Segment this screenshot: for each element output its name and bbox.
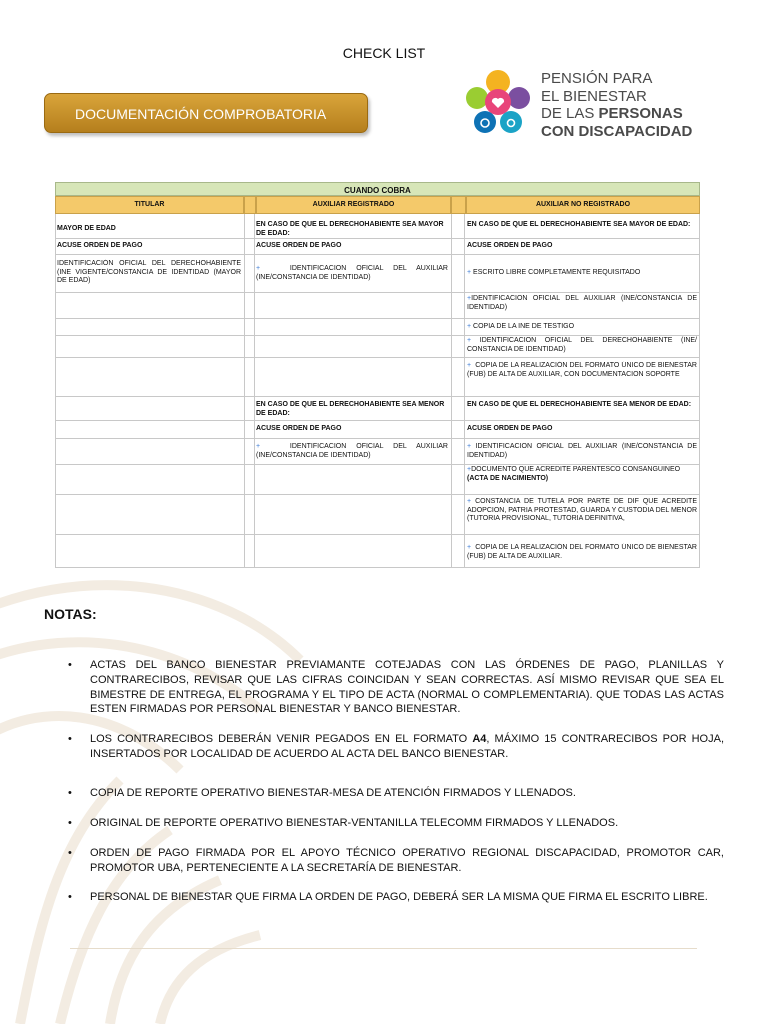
grid-line [55, 292, 700, 293]
logo-circle-left [466, 87, 488, 109]
logo-circle-bottom-left [474, 111, 496, 133]
acta-nacimiento: (ACTA DE NACIMIENTO) [467, 474, 549, 482]
titular-mayor-de-edad: MAYOR DE EDAD [57, 225, 116, 232]
bullet-icon: • [68, 659, 72, 671]
grid-line [55, 567, 700, 568]
no-registrado-adult-acuse: ACUSE ORDEN DE PAGO [467, 242, 553, 249]
column-header-spacer [451, 196, 466, 214]
grid-line [55, 254, 700, 255]
list-item [68, 816, 724, 831]
plus-icon: + [256, 265, 261, 272]
no-registrado-ine-testigo: + COPIA DE LA INE DE TESTIGO [467, 323, 575, 330]
column-header-auxiliar-registrado: AUXILIAR REGISTRADO [256, 196, 451, 214]
checklist-table [55, 182, 700, 568]
list-item [68, 786, 724, 801]
titular-acuse-orden-pago: ACUSE ORDEN DE PAGO [57, 242, 143, 249]
plus-icon: + [467, 323, 472, 330]
logo-circle-right [508, 87, 530, 109]
note-text: LOS CONTRARECIBOS DEBERÁN VENIR PEGADOS EN EL FORMATO A4, MÁXIMO 15 CONTRARECIBOS POR HOJA, INSERTADOS POR LOCALIDAD DE ACUERDO AL ACTA DEL BANCO BIENESTAR. [90, 733, 725, 760]
list-item [68, 732, 724, 762]
note-text: ORIGINAL DE REPORTE OPERATIVO BIENESTAR-VENTANILLA TELECOMM FIRMADOS Y LLENADOS. [90, 817, 619, 829]
plus-icon: + [467, 269, 472, 276]
grid-line [55, 238, 700, 239]
column-header-auxiliar-no-registrado: AUXILIAR NO REGISTRADO [466, 196, 700, 214]
grid-line [244, 214, 245, 568]
logo-line-2: EL BIENESTAR [541, 87, 647, 105]
no-registrado-minor-id: + IDENTIFICACION OFICIAL DEL AUXILIAR (INE/CONSTANCIA DE IDENTIDAD) [467, 443, 698, 459]
table-header-cuando-cobra: CUANDO COBRA [55, 182, 700, 196]
column-header-titular: TITULAR [55, 196, 244, 214]
no-registrado-escrito-libre: + ESCRITO LIBRE COMPLETAMENTE REQUISITADO [467, 269, 641, 276]
grid-line [55, 357, 700, 358]
bullet-icon: • [68, 787, 72, 799]
grid-line [55, 396, 700, 397]
no-registrado-minor-heading: EN CASO DE QUE EL DERECHOHABIENTE SEA MENOR DE EDAD: [467, 401, 692, 408]
plus-icon: + [467, 443, 472, 450]
registrado-minor-heading: EN CASO DE QUE EL DERECHOHABIENTE SEA MENOR DE EDAD: [256, 401, 445, 417]
plus-icon: + [467, 498, 472, 505]
registrado-minor-id: + IDENTIFICACION OFICIAL DEL AUXILIAR (INE/CONSTANCIA DE IDENTIDAD) [256, 443, 448, 459]
registrado-adult-id: + IDENTIFICACION OFICIAL DEL AUXILIAR (INE/CONSTANCIA DE IDENTIDAD) [256, 265, 448, 281]
note-text: PERSONAL DE BIENESTAR QUE FIRMA LA ORDEN DE PAGO, DEBERÁ SER LA MISMA QUE FIRMA EL ESCRITO LIBRE. [90, 891, 708, 903]
plus-icon: + [467, 362, 472, 369]
grid-line [55, 494, 700, 495]
grid-line [55, 438, 700, 439]
grid-line [55, 318, 700, 319]
plus-icon: + [467, 337, 472, 344]
program-logo [463, 68, 763, 140]
list-item [68, 846, 724, 876]
registrado-adult-heading: EN CASO DE QUE EL DERECHOHABIENTE SEA MAYOR DE EDAD: [256, 221, 444, 237]
no-registrado-id-derechohabiente: + IDENTIFICACION OFICIAL DEL DERECHOHABIENTE (INE/ CONSTANCIA DE IDENTIDAD) [467, 337, 697, 353]
logo-emblem-icon [463, 68, 533, 138]
plus-icon: + [256, 443, 261, 450]
registrado-adult-acuse: ACUSE ORDEN DE PAGO [256, 242, 342, 249]
logo-line-4: CON DISCAPACIDAD [541, 122, 693, 140]
no-registrado-adult-heading: EN CASO DE QUE EL DERECHOHABIENTE SEA MAYOR DE EDAD: [467, 221, 691, 228]
no-registrado-minor-acuse: ACUSE ORDEN DE PAGO [467, 425, 553, 432]
list-item [68, 658, 724, 717]
note-text: ACTAS DEL BANCO BIENESTAR PREVIAMANTE COTEJADAS CON LAS ÓRDENES DE PAGO, PLANILLAS Y CONTRARECIBOS, REVISAR QUE LAS CIFRAS COINCIDAN Y SEAN CORRECTAS. ASÍ MISMO REVISAR QUE SEA EL BIMESTRE DE ENTREGA, EL PROGRAMA Y EL TIPO DE ACTA (NORMAL O COMPLEMENTARIA). QUE TODAS LAS ACTAS ESTEN FIRMADAS POR PERSONAL BIENESTAR Y BANCO BIENESTAR. [90, 659, 724, 716]
bullet-icon: • [68, 817, 72, 829]
page-title: CHECK LIST [342, 45, 426, 61]
note-text: COPIA DE REPORTE OPERATIVO BIENESTAR-MESA DE ATENCIÓN FIRMADOS Y LLENADOS. [90, 787, 576, 799]
bullet-icon: • [68, 847, 72, 859]
grid-line [699, 214, 700, 568]
list-item [68, 890, 724, 905]
notes-heading: NOTAS: [44, 606, 97, 622]
grid-line [55, 420, 700, 421]
no-registrado-parentesco: +DOCUMENTO QUE ACREDITE PARENTESCO CONSANGUINEO (ACTA DE NACIMIENTO) [467, 466, 681, 482]
grid-line [55, 534, 700, 535]
note-text: ORDEN DE PAGO FIRMADA POR EL APOYO TÉCNICO OPERATIVO REGIONAL DISCAPACIDAD, PROMOTOR CAR, PROMOTOR UBA, PERTENECIENTE A LA SECRETARÍA DE BIENESTAR. [90, 847, 724, 874]
no-registrado-fub-minor: + COPIA DE LA REALIZACIÓN DEL FORMATO ÚNICO DE BIENESTAR (FUB) DE ALTA DE AUXILIAR. [467, 544, 697, 560]
logo-line-1: PENSIÓN PARA [541, 70, 653, 87]
bullet-icon: • [68, 733, 72, 745]
logo-text [541, 70, 692, 140]
format-a4: A4 [472, 733, 487, 745]
no-registrado-id-auxiliar: +IDENTIFICACION OFICIAL DEL AUXILIAR (INE/CONSTANCIA DE IDENTIDAD) [467, 295, 697, 311]
section-banner: DOCUMENTACIÓN COMPROBATORIA [44, 93, 368, 133]
logo-circle-bottom-right [500, 111, 522, 133]
plus-icon: + [467, 466, 472, 473]
plus-icon: + [467, 295, 472, 302]
plus-icon: + [467, 544, 472, 551]
column-header-spacer [244, 196, 256, 214]
logo-line-3-bold: PERSONAS [598, 105, 683, 122]
no-registrado-fub-adult: + COPIA DE LA REALIZACIÓN DEL FORMATO ÚNICO DE BIENESTAR (FUB) DE ALTA DE AUXILIAR, CON DOCUMENTACION SOPORTE [467, 362, 697, 378]
bullet-icon: • [68, 891, 72, 903]
no-registrado-tutela: + CONSTANCIA DE TUTELA POR PARTE DE DIF QUE ACREDITE ADOPCION, PATRIA PROTESTAD, GUARDA Y CUSTODIA DEL MENOR (TUTORIA PROVISIONAL, TUTORIA DEFINITIVA, [467, 498, 698, 522]
registrado-minor-acuse: ACUSE ORDEN DE PAGO [256, 425, 342, 432]
logo-line-3: DE LAS PERSONAS [541, 105, 683, 122]
footer-divider [70, 948, 697, 949]
titular-identificacion-oficial: IDENTIFICACIÓN OFICIAL DEL DERECHOHABIENTE (INE VIGENTE/CONSTANCIA DE IDENTIDAD (MAYOR DE EDAD) [57, 260, 241, 284]
grid-line [451, 214, 452, 568]
